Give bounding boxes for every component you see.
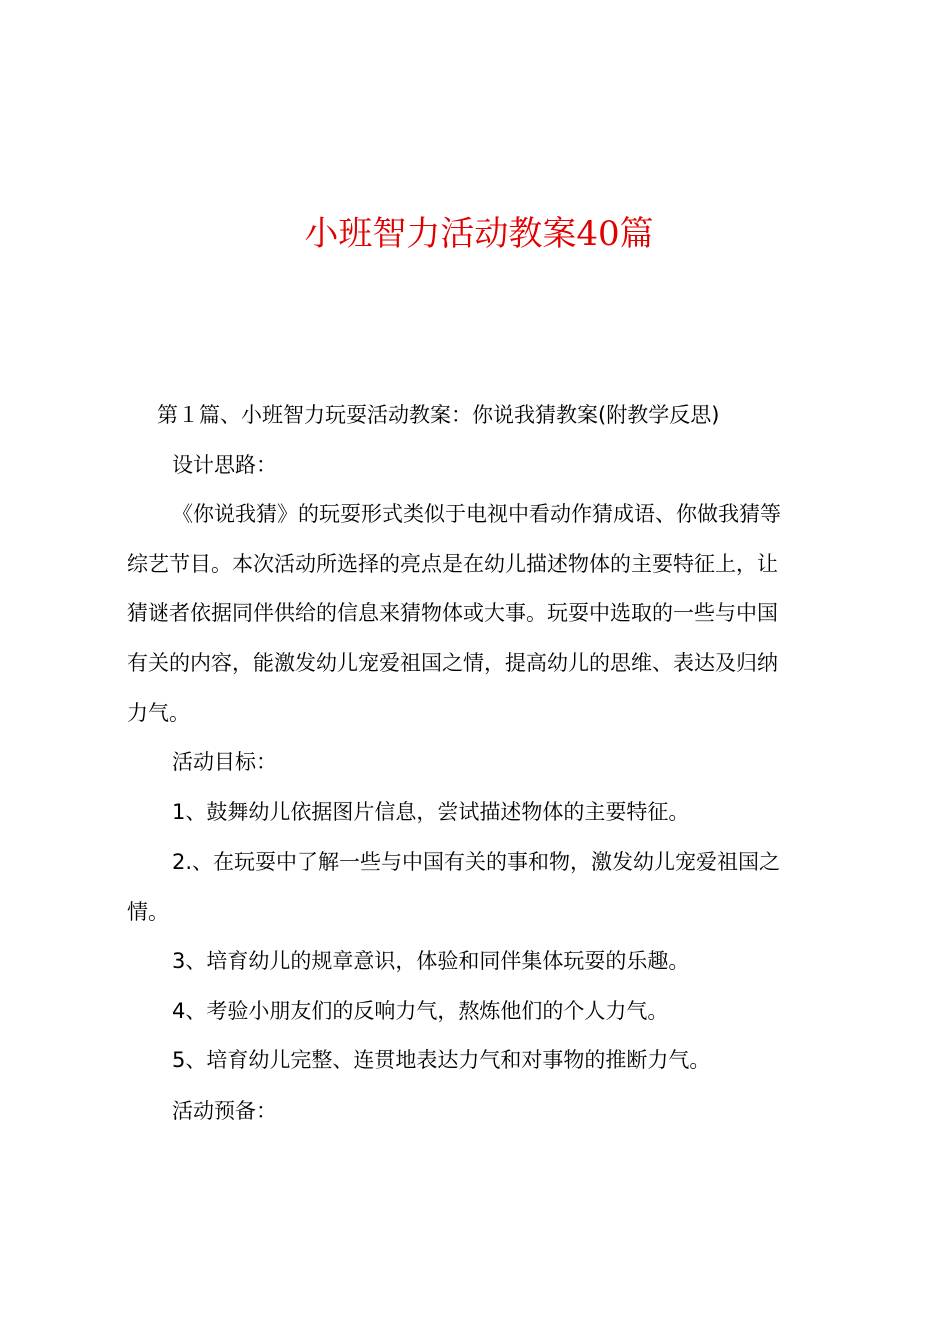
design-paragraph-line: 猜谜者依据同伴供给的信息来猜物体或大事。玩耍中选取的一些与中国	[127, 601, 778, 625]
design-paragraph-line: 力气。	[127, 701, 190, 725]
goal-item: 3、培育幼儿的规章意识，体验和同伴集体玩耍的乐趣。	[172, 949, 690, 973]
goal-item-continuation: 情。	[127, 900, 169, 924]
goal-item: 4、考验小朋友们的反响力气，熬炼他们的个人力气。	[172, 999, 669, 1023]
design-paragraph-line: 综艺节目。本次活动所选择的亮点是在幼儿描述物体的主要特征上，让	[127, 552, 778, 576]
design-label: 设计思路：	[172, 453, 277, 477]
prep-label: 活动预备：	[172, 1099, 277, 1123]
goal-item: 5、培育幼儿完整、连贯地表达力气和对事物的推断力气。	[172, 1048, 711, 1072]
goal-item: 2.、在玩耍中了解一些与中国有关的事和物，激发幼儿宠爱祖国之	[172, 850, 781, 874]
section-heading: 第１篇、小班智力玩耍活动教案：你说我猜教案(附教学反思)	[157, 403, 720, 427]
design-paragraph-line: 有关的内容，能激发幼儿宠爱祖国之情，提高幼儿的思维、表达及归纳	[127, 651, 778, 675]
design-paragraph-line: 《你说我猜》的玩耍形式类似于电视中看动作猜成语、你做我猜等	[172, 502, 781, 526]
goals-label: 活动目标：	[172, 750, 277, 774]
document-title: 小班智力活动教案40篇	[304, 214, 654, 254]
goal-item: 1、鼓舞幼儿依据图片信息，尝试描述物体的主要特征。	[172, 800, 690, 824]
